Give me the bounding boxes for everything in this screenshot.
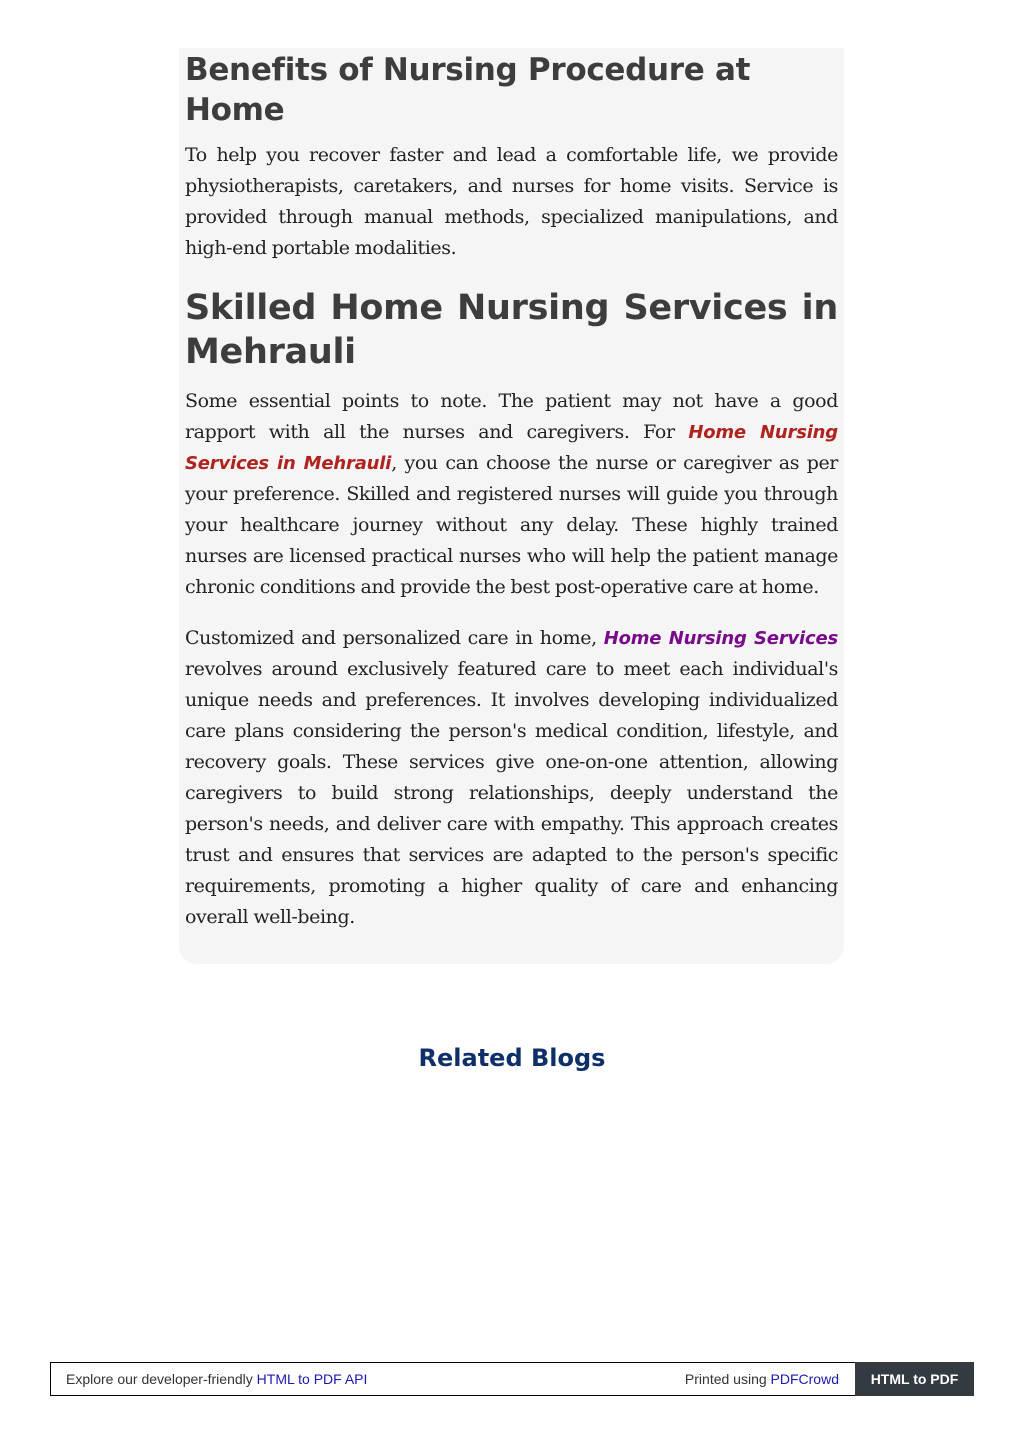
html-to-pdf-badge-button[interactable]: HTML to PDF bbox=[855, 1362, 974, 1396]
footer-right-text: Printed using bbox=[684, 1371, 771, 1387]
footer-left bbox=[66, 1371, 367, 1387]
html-to-pdf-api-link[interactable]: HTML to PDF API bbox=[256, 1371, 368, 1387]
paragraph-text: , you can choose the nurse or caregiver as per your preference. Skilled and registered nurses will guide you through your healthcare journey without any delay. These highly trained nurses are licensed practical nurses who will help the patient manage chronic conditions and provide the best post-operative care at home. bbox=[185, 452, 838, 598]
skilled-services-paragraph bbox=[185, 386, 838, 603]
benefits-paragraph: To help you recover faster and lead a comfortable life, we provide physiotherapists, caretakers, and nurses for home visits. Service is provided through manual methods, specialized manipulations, and high-end portable modalities. bbox=[185, 144, 838, 259]
article-card bbox=[179, 48, 844, 964]
home-nursing-services-link[interactable]: Home Nursing Services bbox=[603, 628, 838, 649]
related-blogs-title: Related Blogs bbox=[418, 1044, 606, 1072]
pdfcrowd-link[interactable]: PDFCrowd bbox=[770, 1371, 839, 1387]
pdf-footer bbox=[50, 1362, 974, 1396]
home-nursing-mehrauli-link[interactable]: Home Nursing Services in Mehrauli bbox=[185, 422, 838, 474]
paragraph-text: Some essential points to note. The patient may not have a good rapport with all the nurses and caregivers. For bbox=[185, 390, 838, 443]
footer-left-text: Explore our developer-friendly bbox=[66, 1371, 257, 1387]
personalized-care-paragraph bbox=[185, 623, 838, 933]
footer-right bbox=[685, 1371, 839, 1387]
paragraph-text: Customized and personalized care in home, bbox=[185, 627, 604, 649]
skilled-services-heading: Skilled Home Nursing Services in Mehrauli bbox=[185, 288, 838, 372]
benefits-heading: Benefits of Nursing Procedure at Home bbox=[185, 52, 751, 128]
paragraph-text: revolves around exclusively featured care to meet each individual's unique needs and preferences. It involves developing individualized care plans considering the person's medical condition, lifestyle, and recovery goals. These services give one-on-one attention, allowing caregivers to build strong relationships, deeply understand the person's needs, and deliver care with empathy. This approach creates trust and ensures that services are adapted to the person's specific requirements, promoting a higher quality of care and enhancing overall well-being. bbox=[185, 658, 838, 928]
